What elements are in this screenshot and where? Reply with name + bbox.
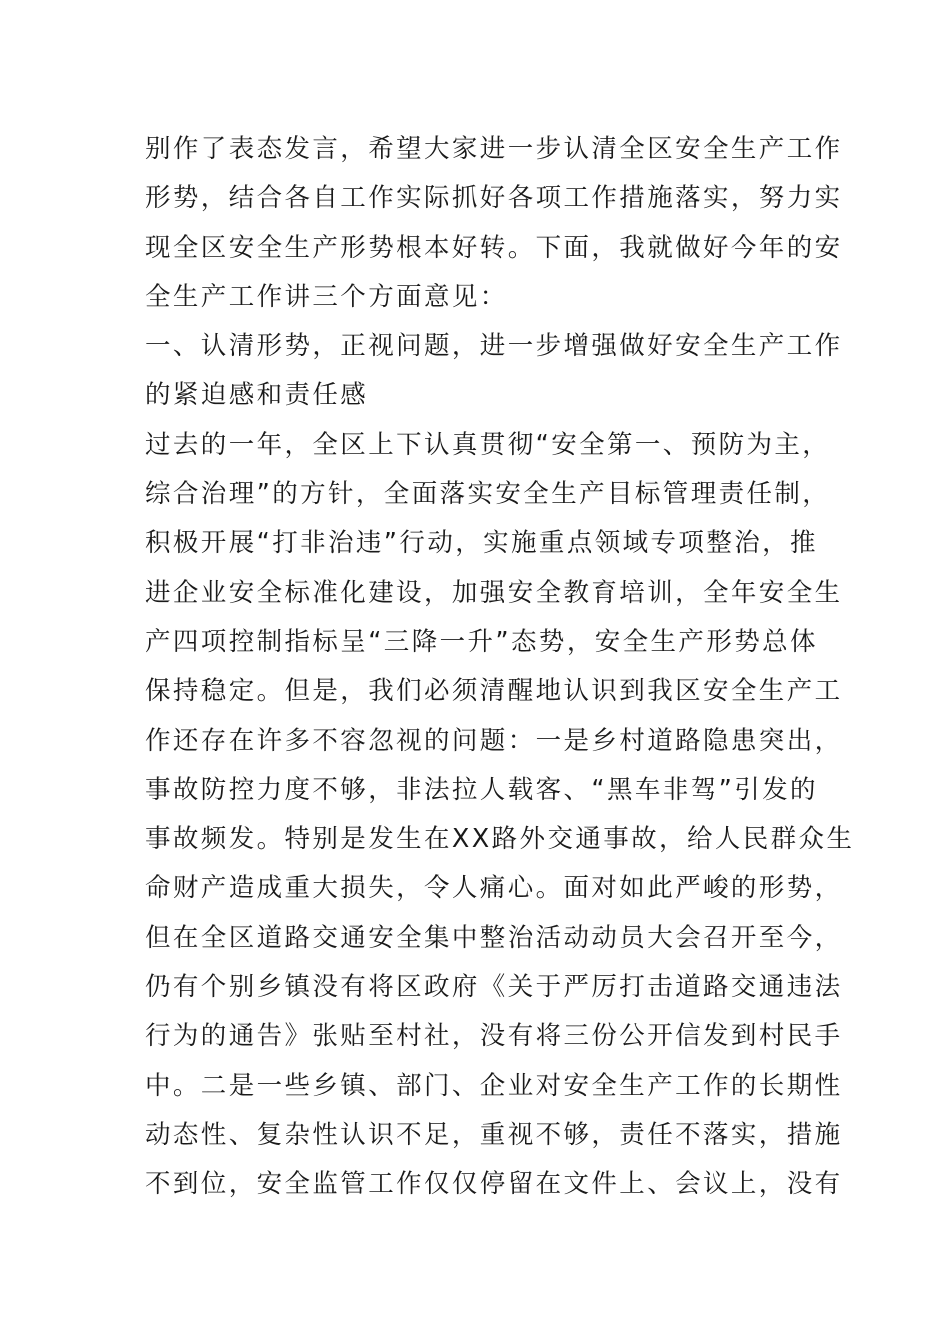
- text-line-8: 综合治理”的方针，全面落实安全生产目标管理责任制，: [145, 479, 831, 510]
- text-line-14: 事故防控力度不够，非法拉人载客、“黑车非驾”引发的: [145, 774, 818, 805]
- text-line-12: 保持稳定。但是，我们必须清醒地认识到我区安全生产工: [145, 676, 843, 707]
- text-line-20: 中。二是一些乡镇、部门、企业对安全生产工作的长期性: [145, 1070, 843, 1101]
- text-line-21: 动态性、复杂性认识不足，重视不够，责任不落实，措施: [145, 1119, 843, 1150]
- text-line-4: 全生产工作讲三个方面意见：: [145, 281, 508, 312]
- text-line-22: 不到位，安全监管工作仅仅停留在文件上、会议上，没有: [145, 1169, 843, 1200]
- text-line-13: 作还存在许多不容忽视的问题：一是乡村道路隐患突出，: [145, 725, 843, 756]
- text-line-19: 行为的通告》张贴至村社，没有将三份公开信发到村民手: [145, 1021, 843, 1052]
- section-heading-line-2: 的紧迫感和责任感: [145, 380, 369, 411]
- text-line-9: 积极开展“打非治违”行动，实施重点领域专项整治，推: [145, 528, 818, 559]
- text-line-17: 但在全区道路交通安全集中整治活动动员大会召开至今，: [145, 922, 843, 953]
- text-line-2: 形势，结合各自工作实际抓好各项工作措施落实，努力实: [145, 183, 843, 214]
- section-heading-line-1: 一、认清形势，正视问题，进一步增强做好安全生产工作: [145, 331, 843, 362]
- text-line-15: 事故频发。特别是发生在XX路外交通事故，给人民群众生: [145, 824, 855, 855]
- text-line-16: 命财产造成重大损失，令人痛心。面对如此严峻的形势，: [145, 873, 843, 904]
- body-text: [145, 125, 855, 1210]
- text-line-1: 别作了表态发言，希望大家进一步认清全区安全生产工作: [145, 134, 843, 164]
- text-line-10: 进企业安全标准化建设，加强安全教育培训，全年安全生: [145, 577, 843, 608]
- text-line-3: 现全区安全生产形势根本好转。下面，我就做好今年的安: [145, 232, 843, 263]
- text-line-7: 过去的一年，全区上下认真贯彻“安全第一、预防为主，: [145, 429, 831, 460]
- text-line-18: 仍有个别乡镇没有将区政府《关于严厉打击道路交通违法: [145, 972, 843, 1003]
- text-line-11: 产四项控制指标呈“三降一升”态势，安全生产形势总体: [145, 626, 818, 657]
